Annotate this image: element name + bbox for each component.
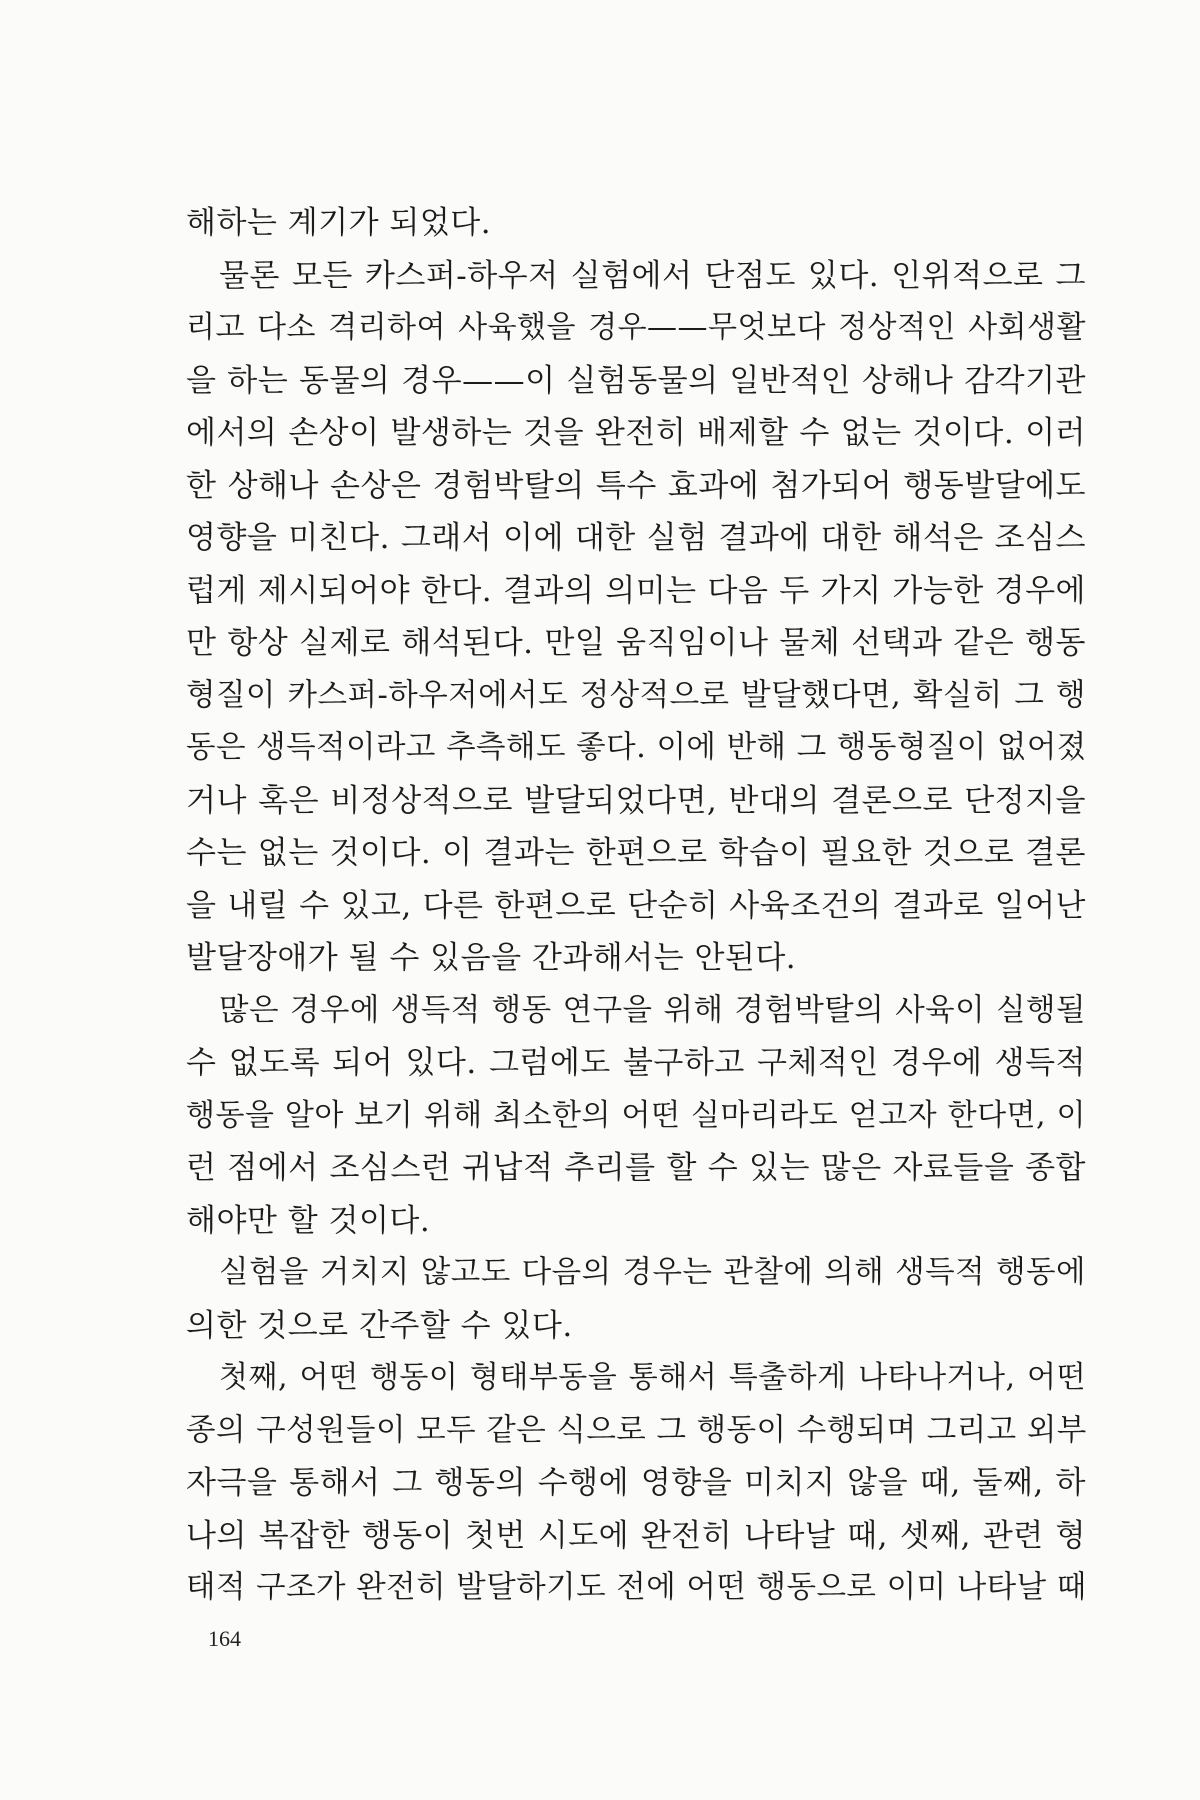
text-line: 을 내릴 수 있고, 다른 한편으로 단순히 사육조건의 결과로 일어난 <box>186 887 1086 924</box>
text-line: 종의 구성원들이 모두 같은 식으로 그 행동이 수행되며 그리고 외부 <box>186 1412 1087 1448</box>
text-line: 태적 구조가 완전히 발달하기도 전에 어떤 행동으로 이미 나타날 때 <box>186 1570 1087 1605</box>
body-text <box>186 197 1086 1615</box>
text-line: 한 상해나 손상은 경험박탈의 특수 효과에 첨가되어 행동발달에도 <box>186 467 1086 504</box>
text-line: 수는 없는 것이다. 이 결과는 한편으로 학습이 필요한 것으로 결론 <box>186 835 1086 871</box>
page-number: 164 <box>208 1626 241 1651</box>
text-line: 리고 다소 격리하여 사육했을 경우——무엇보다 정상적인 사회생활 <box>186 310 1086 345</box>
text-line: 해하는 계기가 되었다. <box>186 205 492 241</box>
text-line: 발달장애가 될 수 있음을 간과해서는 안된다. <box>186 940 797 976</box>
text-line: 물론 모든 카스퍼-하우저 실험에서 단점도 있다. 인위적으로 그 <box>219 257 1086 294</box>
text-line: 첫째, 어떤 행동이 형태부동을 통해서 특출하게 나타나거나, 어떤 <box>219 1360 1086 1395</box>
text-line: 의한 것으로 간주할 수 있다. <box>186 1307 573 1344</box>
text-line: 나의 복잡한 행동이 첫번 시도에 완전히 나타날 때, 셋째, 관련 형 <box>186 1517 1086 1554</box>
text-line: 실험을 거치지 않고도 다음의 경우는 관찰에 의해 생득적 행동에 <box>219 1255 1086 1290</box>
text-line: 에서의 손상이 발생하는 것을 완전히 배제할 수 없는 것이다. 이러 <box>186 415 1086 451</box>
text-line: 해야만 할 것이다. <box>186 1202 431 1239</box>
text-line: 수 없도록 되어 있다. 그럼에도 불구하고 구체적인 경우에 생득적 <box>186 1045 1086 1081</box>
text-line: 많은 경우에 생득적 행동 연구을 위해 경험박탈의 사육이 실행될 <box>219 992 1086 1028</box>
text-line: 럽게 제시되어야 한다. 결과의 의미는 다음 두 가지 가능한 경우에 <box>186 572 1086 609</box>
text-line: 영향을 미친다. 그래서 이에 대한 실험 결과에 대한 해석은 조심스 <box>186 520 1086 556</box>
text-line: 동은 생득적이라고 추측해도 좋다. 이에 반해 그 행동형질이 없어졌 <box>186 730 1087 765</box>
text-line: 을 하는 동물의 경우——이 실험동물의 일반적인 상해나 감각기관 <box>186 362 1086 399</box>
text-line: 만 항상 실제로 해석된다. 만일 움직임이나 물체 선택과 같은 행동 <box>186 625 1086 661</box>
text-line: 거나 혹은 비정상적으로 발달되었다면, 반대의 결론으로 단정지을 <box>186 782 1086 819</box>
text-line: 행동을 알아 보기 위해 최소한의 어떤 실마리라도 얻고자 한다면, 이 <box>186 1097 1086 1133</box>
text-line: 형질이 카스퍼-하우저에서도 정상적으로 발달했다면, 확실히 그 행 <box>186 677 1086 713</box>
text-line: 자극을 통해서 그 행동의 수행에 영향을 미치지 않을 때, 둘째, 하 <box>186 1465 1086 1501</box>
text-line: 런 점에서 조심스런 귀납적 추리를 할 수 있는 많은 자료들을 종합 <box>186 1150 1086 1186</box>
